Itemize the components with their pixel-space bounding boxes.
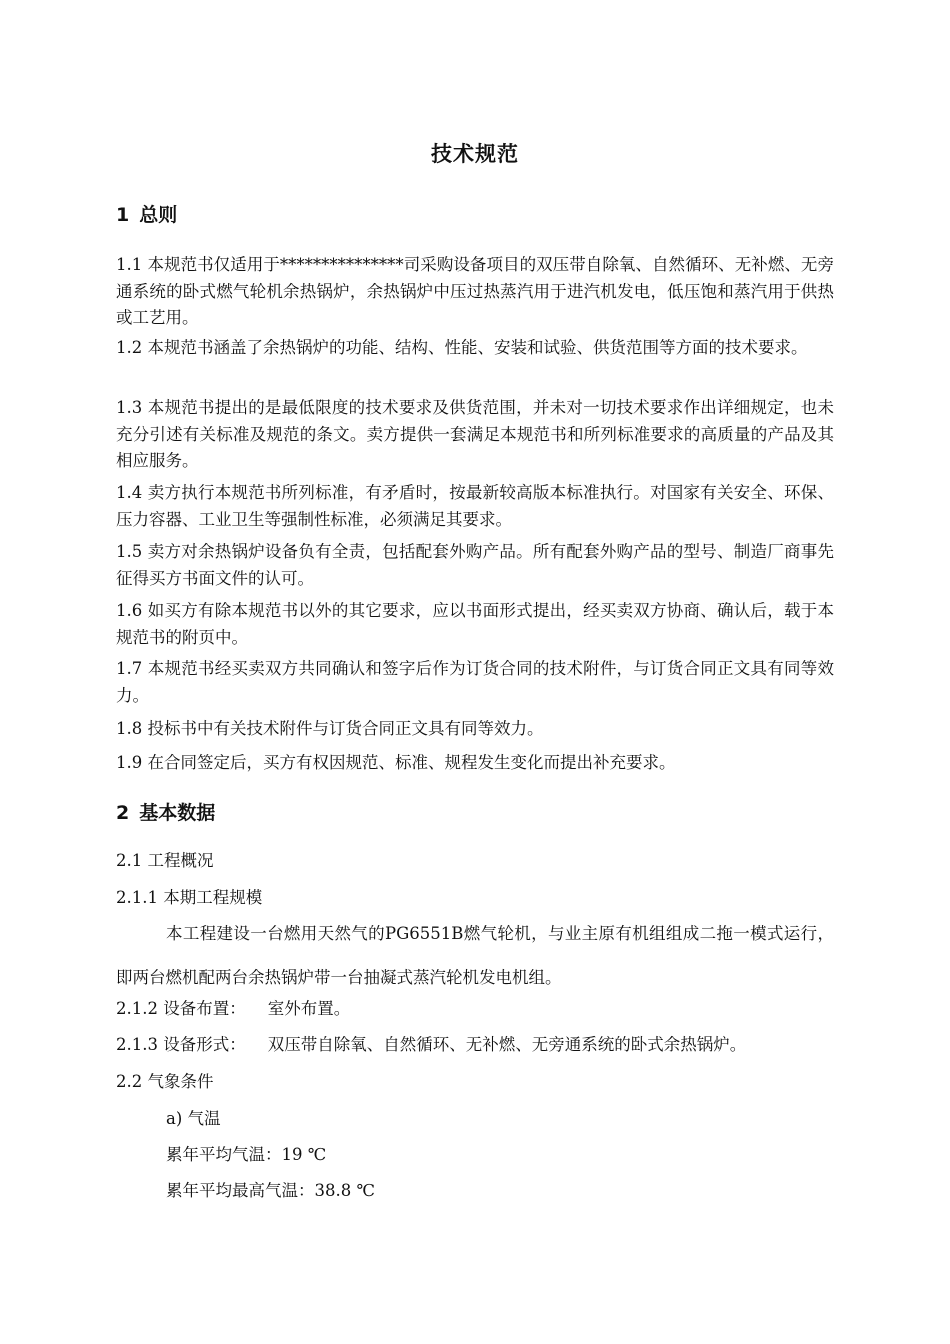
- project-scale-paragraph: 本工程建设一台燃用天然气的PG6551B燃气轮机，与业主原有机组组成二拖一模式运行，即两台燃机配两台余热锅炉带一台抽凝式蒸汽轮机发电机组。: [116, 924, 834, 987]
- equipment-type-label: 2.1.3 设备形式：: [116, 1035, 246, 1054]
- section-2-title: 基本数据: [139, 802, 216, 824]
- weather-item-a: a) 气温: [166, 1109, 221, 1128]
- clause-1-5: 1.5 卖方对余热锅炉设备负有全责，包括配套外购产品。所有配套外购产品的型号、制造厂商事先征得买方书面文件的认可。: [116, 542, 834, 588]
- section-1-number: 1: [116, 204, 130, 226]
- equipment-layout-label: 2.1.2 设备布置：: [116, 999, 246, 1018]
- clause-1-3: 1.3 本规范书提出的是最低限度的技术要求及供货范围，并未对一切技术要求作出详细规定，也未充分引述有关标准及规范的条文。卖方提供一套满足本规范书和所列标准要求的高质量的产品及其相应服务。: [116, 398, 834, 470]
- average-max-temperature: 累年平均最高气温：38.8 ℃: [166, 1181, 375, 1200]
- subsection-2-1-1: 2.1.1 本期工程规模: [116, 888, 263, 907]
- section-1-title: 总则: [139, 204, 178, 226]
- subsection-2-2: 2.2 气象条件: [116, 1072, 214, 1091]
- section-1-heading: [116, 200, 177, 227]
- clause-1-4: 1.4 卖方执行本规范书所列标准，有矛盾时，按最新较高版本标准执行。对国家有关安全、环保、压力容器、工业卫生等强制性标准，必须满足其要求。: [116, 483, 834, 529]
- document-title: 技术规范: [431, 142, 519, 166]
- equipment-layout-value: 室外布置。: [267, 999, 351, 1018]
- section-2-heading: [116, 798, 215, 825]
- clause-1-1: 1.1 本规范书仅适用于***************司采购设备项目的双压带自除氧、自然循环、无补燃、无旁通系统的卧式燃气轮机余热锅炉，余热锅炉中压过热蒸汽用于进汽机发电，低压饱和蒸汽用于供热或工艺用。: [116, 255, 834, 327]
- clause-1-9: 1.9 在合同签定后，买方有权因规范、标准、规程发生变化而提出补充要求。: [116, 753, 676, 772]
- subsection-2-1: 2.1 工程概况: [116, 851, 214, 870]
- section-2-number: 2: [116, 802, 130, 824]
- subsection-2-1-3: [116, 1033, 746, 1057]
- subsection-2-1-2: [116, 997, 350, 1021]
- equipment-type-value: 双压带自除氧、自然循环、无补燃、无旁通系统的卧式余热锅炉。: [267, 1035, 747, 1054]
- clause-1-2: 1.2 本规范书涵盖了余热锅炉的功能、结构、性能、安装和试验、供货范围等方面的技术要求。: [116, 338, 808, 357]
- clause-1-7: 1.7 本规范书经买卖双方共同确认和签字后作为订货合同的技术附件，与订货合同正文具有同等效力。: [116, 659, 834, 705]
- clause-1-8: 1.8 投标书中有关技术附件与订货合同正文具有同等效力。: [116, 719, 544, 738]
- clause-1-6: 1.6 如买方有除本规范书以外的其它要求，应以书面形式提出，经买卖双方协商、确认后，载于本规范书的附页中。: [116, 601, 834, 647]
- average-temperature: 累年平均气温：19 ℃: [166, 1145, 327, 1164]
